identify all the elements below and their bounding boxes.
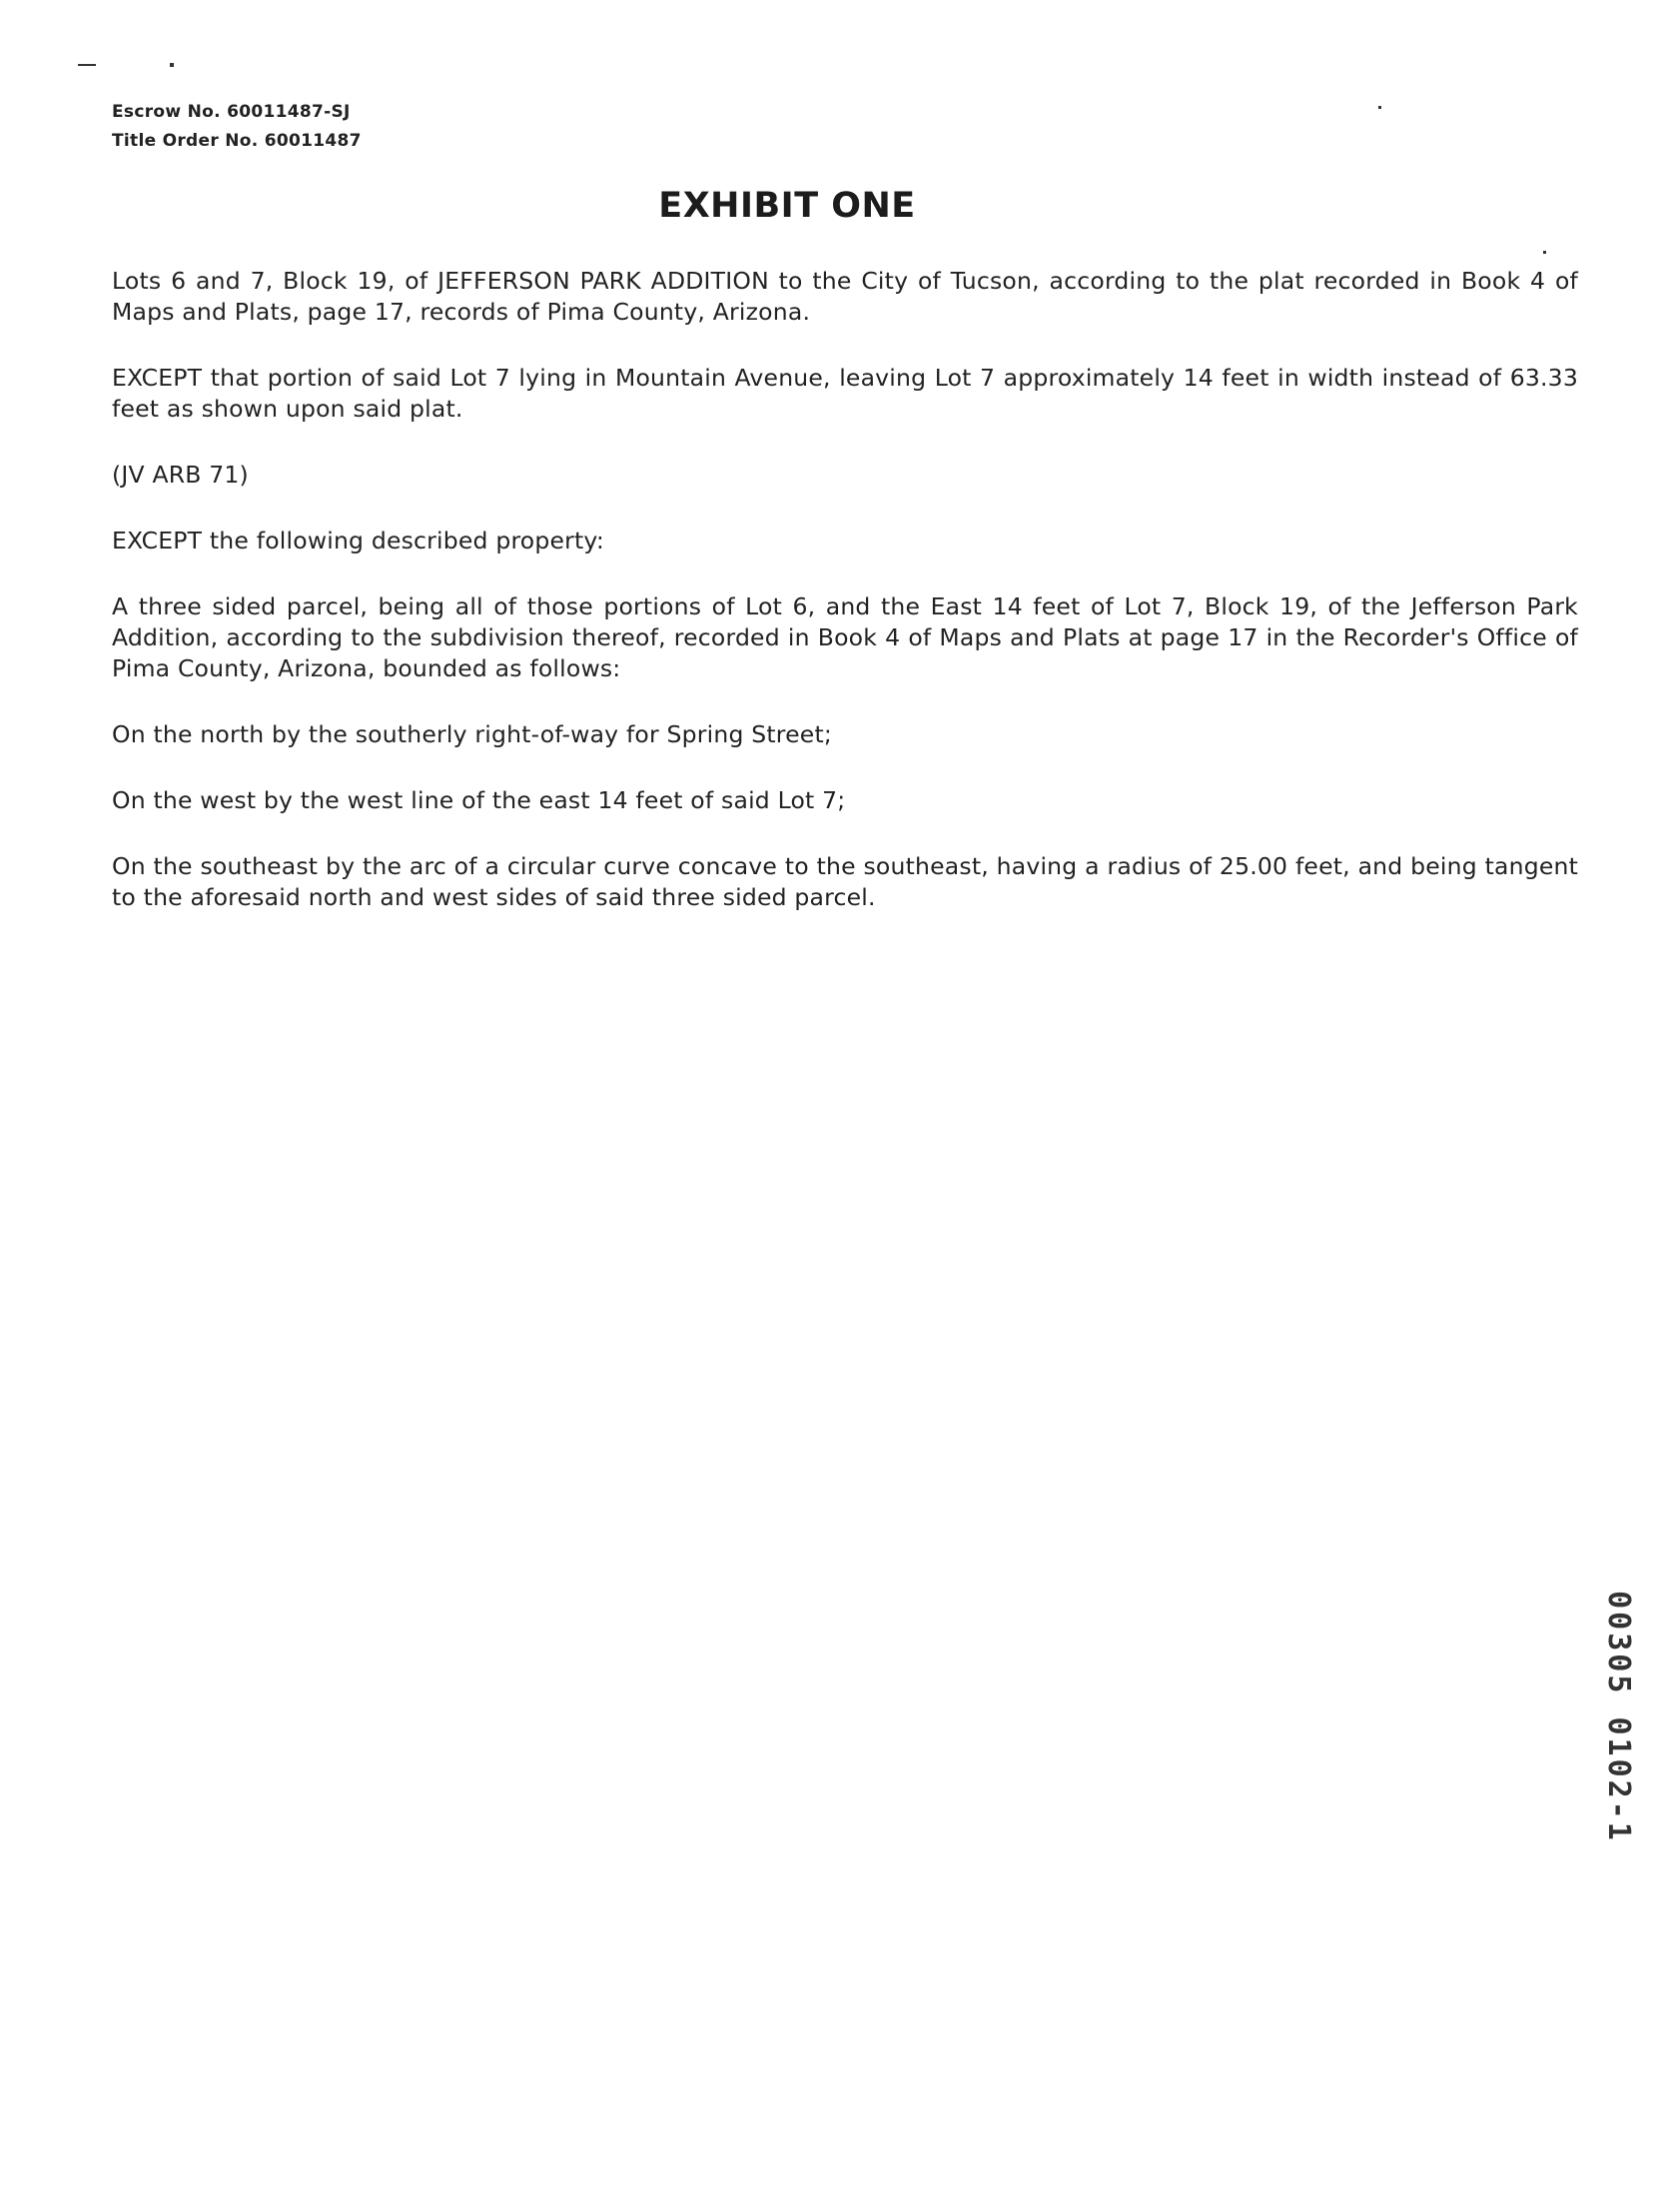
escrow-number: Escrow No. 60011487-SJ xyxy=(112,102,351,122)
north-boundary-paragraph: On the north by the southerly right-of-way for Spring Street; xyxy=(112,720,832,748)
except-mountain-avenue-paragraph: EXCEPT that portion of said Lot 7 lying in Mountain Avenue, leaving Lot 7 approximately 14 feet in width instead of 63.33 feet as shown upon said plat. xyxy=(112,364,1578,423)
scan-speck xyxy=(170,63,174,67)
recording-stamp-text: 00305 0102-1 xyxy=(1600,1590,1636,1843)
scan-speck xyxy=(1378,106,1381,109)
recording-stamp xyxy=(1598,1547,1638,1886)
scan-speck xyxy=(1543,251,1546,254)
west-boundary-paragraph: On the west by the west line of the east 14 feet of said Lot 7; xyxy=(112,786,846,814)
legal-description xyxy=(112,266,1578,913)
three-sided-parcel-paragraph: A three sided parcel, being all of those portions of Lot 6, and the East 14 feet of Lot 7, Block 19, of the Jefferson Park Addition, according to the subdivision thereof, recorded in Book 4 of Maps and Plats at page 17 in the Recorder's Office of Pima County, Arizona, bounded as follows: xyxy=(112,592,1578,682)
scan-speck xyxy=(78,64,96,66)
reference-code: (JV ARB 71) xyxy=(112,461,249,489)
exhibit-title: EXHIBIT ONE xyxy=(658,186,916,226)
lots-paragraph: Lots 6 and 7, Block 19, of JEFFERSON PARK ADDITION to the City of Tucson, according to the plat recorded in Book 4 of Maps and Plats, page 17, records of Pima County, Arizona. xyxy=(112,267,1578,326)
except-property-paragraph: EXCEPT the following described property: xyxy=(112,527,604,554)
title-order-number: Title Order No. 60011487 xyxy=(112,131,362,151)
southeast-boundary-paragraph: On the southeast by the arc of a circular curve concave to the southeast, having a radius of 25.00 feet, and being tangent to the aforesaid north and west sides of said three sided parcel. xyxy=(112,852,1578,911)
document-header xyxy=(112,98,362,156)
